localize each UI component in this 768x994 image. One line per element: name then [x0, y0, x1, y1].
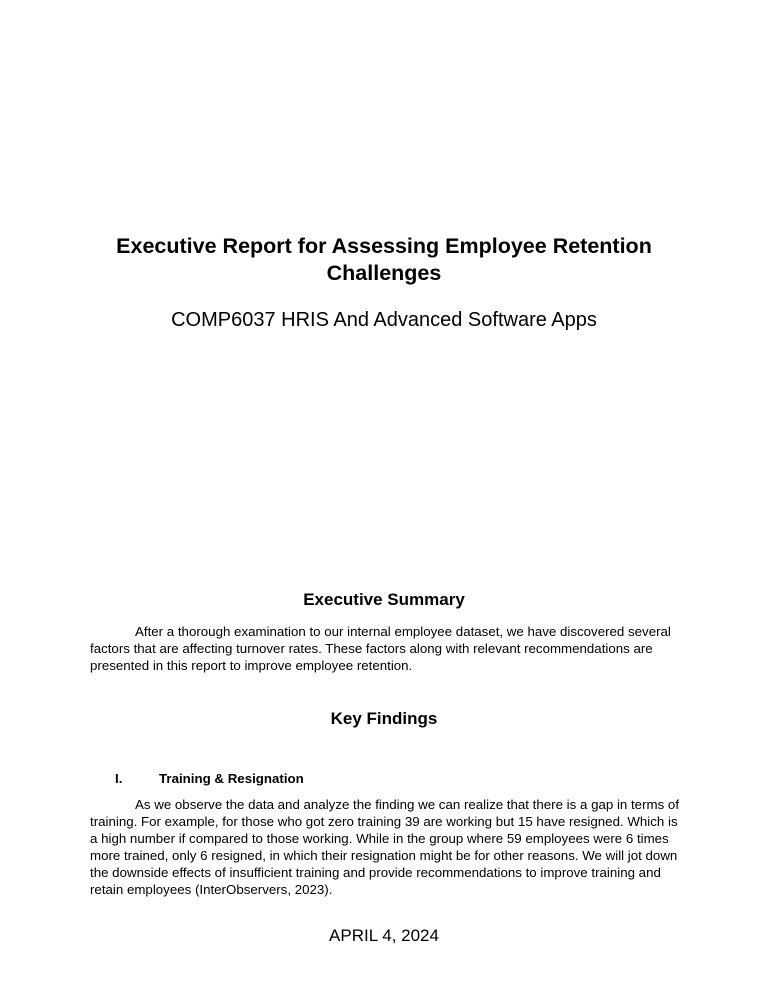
footer-date: APRIL 4, 2024	[329, 926, 439, 945]
key-findings-heading: Key Findings	[330, 709, 438, 728]
section-number: I.	[115, 771, 123, 786]
report-title: Executive Report for Assessing Employee Retention Challenges	[116, 234, 652, 285]
executive-summary-heading: Executive Summary	[303, 590, 465, 609]
section-title: Training & Resignation	[159, 771, 304, 786]
executive-summary-body: After a thorough examination to our internal employee dataset, we have discovered several factors that are affecting turnover rates. These factors along with relevant recommendations are presented in this report to improve employee retention.	[90, 624, 671, 673]
section-heading-training	[90, 770, 680, 787]
course-subtitle: COMP6037 HRIS And Advanced Software Apps	[171, 309, 597, 331]
section-body-training: As we observe the data and analyze the finding we can realize that there is a gap in terms of training. For example, for those who got zero training 39 are working but 15 have resigned. Which is a high number if compared to those working. While in the group where 59 employees were 6 times more trained, only 6 resigned, in which their resignation might be for other reasons. We will jot down the downside effects of insufficient training and provide recommendations to improve training and retain employees (InterObservers, 2023).	[90, 797, 680, 897]
